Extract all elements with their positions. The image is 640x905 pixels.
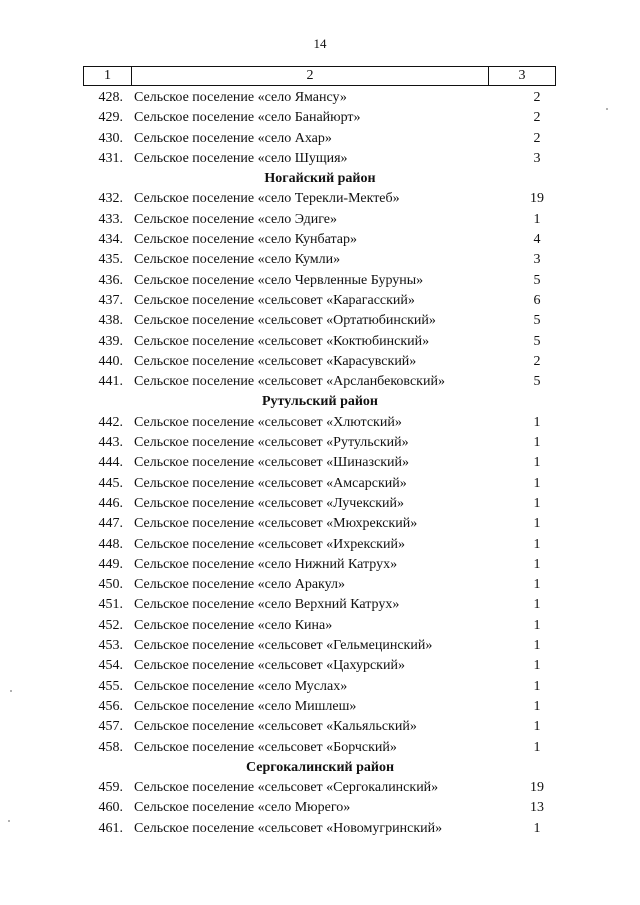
row-count: 5 (533, 374, 541, 390)
row-number: 461. (98, 820, 123, 836)
row-name: Сельское поселение «сельсовет «Коктюбинский» (134, 333, 430, 349)
row-count: 2 (533, 130, 541, 146)
row-count: 3 (533, 150, 541, 166)
row-count: 5 (533, 313, 541, 329)
table-row (0, 697, 640, 717)
table-row (0, 738, 640, 758)
row-number: 434. (98, 232, 123, 248)
table-row (0, 332, 640, 352)
row-name: Сельское поселение «село Терекли-Мектеб» (134, 191, 400, 207)
row-name: Сельское поселение «село Кумли» (134, 252, 341, 268)
row-name: Сельское поселение «село Мишлеш» (134, 698, 357, 714)
row-count: 1 (533, 577, 541, 593)
table-row (0, 129, 640, 149)
table-row (0, 352, 640, 372)
row-count: 1 (533, 698, 541, 714)
row-number: 455. (98, 678, 123, 694)
row-count: 1 (533, 495, 541, 511)
row-name: Сельское поселение «сельсовет «Ихрекский» (134, 536, 405, 552)
row-name: Сельское поселение «сельсовет «Шиназский» (134, 455, 410, 471)
table-row (0, 149, 640, 169)
row-count: 1 (533, 638, 541, 654)
row-name: Сельское поселение «сельсовет «Мюхрекский» (134, 516, 418, 532)
row-count: 4 (533, 232, 541, 248)
row-count: 1 (533, 739, 541, 755)
row-number: 452. (98, 617, 123, 633)
row-name: Сельское поселение «село Нижний Катрух» (134, 556, 398, 572)
row-name: Сельское поселение «село Муслах» (134, 678, 348, 694)
row-number: 451. (98, 597, 123, 613)
row-number: 436. (98, 272, 123, 288)
row-count: 1 (533, 211, 541, 227)
row-count: 2 (533, 90, 541, 105)
table-row (0, 555, 640, 575)
row-number: 437. (98, 292, 123, 308)
row-number: 428. (98, 90, 123, 105)
table-header (83, 66, 556, 86)
row-number: 460. (98, 800, 123, 816)
row-number: 446. (98, 495, 123, 511)
row-number: 447. (98, 516, 123, 532)
row-count: 2 (533, 110, 541, 126)
row-name: Сельское поселение «сельсовет «Амсарский» (134, 475, 407, 491)
row-count: 1 (533, 455, 541, 471)
row-name: Сельское поселение «сельсовет «Карасувский» (134, 353, 417, 369)
row-count: 13 (530, 800, 544, 816)
row-number: 433. (98, 211, 123, 227)
row-name: Сельское поселение «село Кина» (134, 617, 333, 633)
row-number: 454. (98, 658, 123, 674)
row-name: Сельское поселение «село Мюрего» (134, 800, 351, 816)
table-row (0, 474, 640, 494)
section-heading: Сергокалинский район (245, 759, 395, 775)
row-number: 445. (98, 475, 123, 491)
table-row (0, 210, 640, 230)
table-row (0, 250, 640, 270)
header-col-number: 1 (84, 67, 132, 85)
table-row (0, 453, 640, 473)
row-number: 430. (98, 130, 123, 146)
row-name: Сельское поселение «село Кунбатар» (134, 232, 357, 248)
row-number: 457. (98, 719, 123, 735)
row-number: 459. (98, 780, 123, 796)
section-heading: Рутульский район (262, 394, 378, 410)
row-name: Сельское поселение «сельсовет «Ортатюбинский» (134, 313, 436, 329)
row-number: 440. (98, 353, 123, 369)
row-count: 1 (533, 678, 541, 694)
row-name: Сельское поселение «село Банайюрт» (134, 110, 361, 126)
row-name: Сельское поселение «сельсовет «Сергокалинский» (134, 780, 439, 796)
row-name: Сельское поселение «село Червленные Буруны» (134, 272, 424, 288)
row-count: 2 (533, 353, 541, 369)
section-heading-row (0, 392, 640, 412)
row-count: 1 (533, 536, 541, 552)
row-count: 5 (533, 333, 541, 349)
row-number: 438. (98, 313, 123, 329)
row-name: Сельское поселение «село Шущия» (134, 150, 348, 166)
row-count: 1 (533, 414, 541, 430)
row-name: Сельское поселение «сельсовет «Рутульский» (134, 435, 409, 451)
row-count: 1 (533, 475, 541, 491)
row-number: 458. (98, 739, 123, 755)
section-heading: Ногайский район (264, 171, 376, 187)
row-name: Сельское поселение «сельсовет «Лучекский» (134, 495, 405, 511)
row-count: 1 (533, 658, 541, 674)
row-count: 1 (533, 435, 541, 451)
table-row (0, 291, 640, 311)
scan-speck (606, 108, 608, 110)
table-row (0, 372, 640, 392)
row-number: 431. (98, 150, 123, 166)
table-row (0, 595, 640, 615)
table-row (0, 189, 640, 209)
table-row (0, 798, 640, 818)
row-name: Сельское поселение «сельсовет «Новомугринский» (134, 820, 443, 836)
table-row (0, 778, 640, 798)
row-name: Сельское поселение «село Аракул» (134, 577, 346, 593)
row-name: Сельское поселение «село Ямансу» (134, 90, 347, 105)
table-row (0, 494, 640, 514)
page-number: 14 (313, 36, 327, 51)
table-row (0, 271, 640, 291)
row-name: Сельское поселение «сельсовет «Борчский» (134, 739, 397, 755)
row-count: 19 (530, 780, 544, 796)
row-count: 1 (533, 617, 541, 633)
table-row (0, 230, 640, 250)
table-row (0, 636, 640, 656)
row-number: 441. (98, 374, 123, 390)
row-number: 453. (98, 638, 123, 654)
row-count: 1 (533, 516, 541, 532)
row-count: 1 (533, 556, 541, 572)
table-row (0, 88, 640, 108)
row-number: 449. (98, 556, 123, 572)
row-name: Сельское поселение «село Эдиге» (134, 211, 337, 227)
table-row (0, 311, 640, 331)
row-count: 1 (533, 820, 541, 836)
table-row (0, 535, 640, 555)
row-count: 1 (533, 597, 541, 613)
row-number: 456. (98, 698, 123, 714)
row-number: 429. (98, 110, 123, 126)
table-row (0, 717, 640, 737)
table-row (0, 433, 640, 453)
row-name: Сельское поселение «сельсовет «Карагасский» (134, 292, 415, 308)
table-row (0, 413, 640, 433)
header-col-count: 3 (518, 68, 526, 83)
row-number: 442. (98, 414, 123, 430)
row-number: 450. (98, 577, 123, 593)
row-name: Сельское поселение «сельсовет «Цахурский» (134, 658, 405, 674)
table-body (0, 88, 640, 839)
row-name: Сельское поселение «село Верхний Катрух» (134, 597, 400, 613)
table-row (0, 616, 640, 636)
row-count: 1 (533, 719, 541, 735)
row-name: Сельское поселение «сельсовет «Хлютский» (134, 414, 402, 430)
table-row (0, 514, 640, 534)
row-count: 5 (533, 272, 541, 288)
row-number: 443. (98, 435, 123, 451)
row-number: 435. (98, 252, 123, 268)
table-row (0, 656, 640, 676)
row-name: Сельское поселение «сельсовет «Арсланбековский» (134, 374, 445, 390)
row-count: 19 (530, 191, 544, 207)
section-heading-row (0, 758, 640, 778)
row-number: 432. (98, 191, 123, 207)
row-number: 448. (98, 536, 123, 552)
row-number: 444. (98, 455, 123, 471)
row-name: Сельское поселение «сельсовет «Гельмецинский» (134, 638, 433, 654)
table-row (0, 677, 640, 697)
section-heading-row (0, 169, 640, 189)
row-name: Сельское поселение «село Ахар» (134, 130, 332, 146)
header-col-name: 2 (132, 67, 489, 85)
row-name: Сельское поселение «сельсовет «Кальяльский» (134, 719, 417, 735)
row-count: 6 (533, 292, 541, 308)
scan-speck (8, 820, 10, 822)
row-number: 439. (98, 333, 123, 349)
row-count: 3 (533, 252, 541, 268)
scan-speck (10, 690, 12, 692)
table-row (0, 575, 640, 595)
table-row (0, 819, 640, 839)
table-row (0, 108, 640, 128)
